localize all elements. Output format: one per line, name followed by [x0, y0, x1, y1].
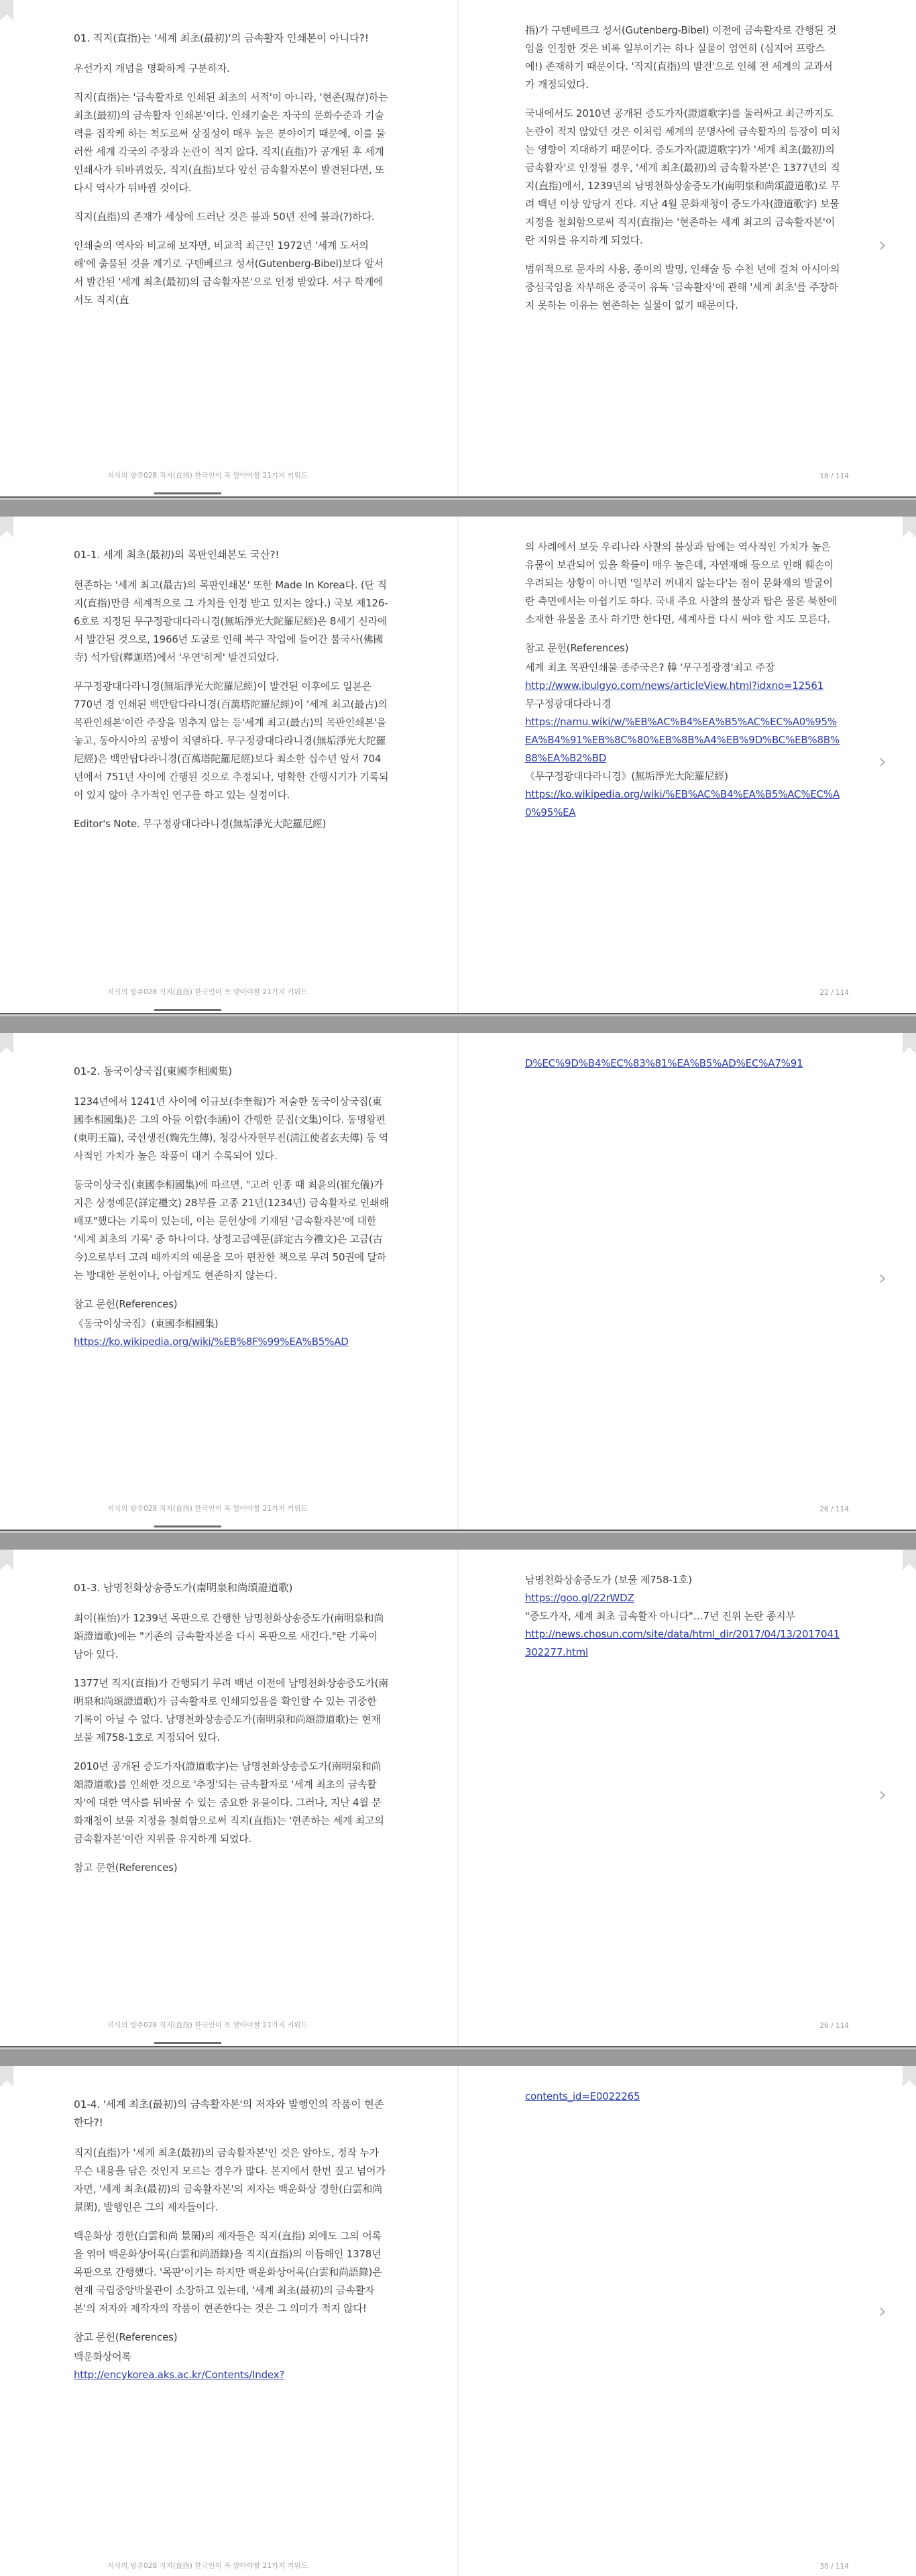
page-spread	[0, 2066, 916, 2576]
paragraph: 1234년에서 1241년 사이에 이규보(李奎報)가 저술한 동국이상국집(東國李相國集)은 그의 아들 이함(李涵)이 간행한 문집(文集)이다. 동명왕편(東明王篇), 국선생전(麴先生傳), 청강사자현부전(淸江使者玄夫傳) 등 역사적인 가치가 높은 작품이 대거 수록되어 있다.	[74, 1095, 389, 1162]
right-page	[458, 1550, 916, 2046]
left-page	[0, 1550, 458, 2046]
right-page	[458, 2066, 916, 2576]
page-spread	[0, 1550, 916, 2046]
reference-link[interactable]: D%EC%9D%B4%EC%83%81%EA%B5%AD%EC%A7%91	[525, 1057, 803, 1069]
chevron-right-icon[interactable]: ›	[878, 2300, 886, 2323]
paragraph: 1377년 직지(直指)가 간행되기 무려 백년 이전에 남명천화상송증도가(南明泉和尚頌證道歌)가 금속활자로 인쇄되었음을 확인할 수 있는 귀중한 기록이 아닐 수 없다. 남명천화상송증도가(南明泉和尚頌證道歌)는 현재 보물 제758-1호로 지정되어 있다.	[74, 1677, 389, 1743]
section-heading: 01-1. 세계 최초(最初)의 목판인쇄본도 국산?!	[74, 549, 280, 561]
reference-link[interactable]: http://www.ibulgyo.com/news/articleView.html?idxno=12561	[525, 680, 824, 692]
page-number: 22 / 114	[819, 989, 849, 997]
page-number: 30 / 114	[819, 2563, 849, 2571]
paragraph: 직지(直指)는 '금속활자로 인쇄된 최초의 서적'이 아니라, '현존(現存)하는 최초(最初)의 금속활자 인쇄본'이다. 인쇄기술은 자국의 문화수준과 기술력을 집작케 하는 척도로써 상징성이 매우 높은 분야이기 때문에, 이를 둘러싼 세계 각국의 주장과 논란이 적지 않다. 직지(直指)가 공개된 후 세계 인쇄사가 뒤바뀌었듯, 직지(直指)보다 앞선 금속활자본이 발견된다면, 또 다시 역사가 뒤바뀔 것이다.	[74, 91, 388, 194]
left-page	[0, 2066, 458, 2576]
reference-link[interactable]: http://encykorea.aks.ac.kr/Contents/Index?	[74, 2369, 285, 2381]
paragraph: 직지(直指)가 '세계 최초(最初)의 금속활자본'인 것은 알아도, 정작 누가 무슨 내용을 담은 것인지 모르는 경우가 많다. 본지에서 한번 짚고 넘어가자면, '세계 최초(最初)의 금속활자본'의 저자는 백운화상 경한(白雲和尚 景閑), 발행인은 그의 제자들이다.	[74, 2147, 386, 2213]
paragraph: 국내에서도 2010년 공개된 증도가자(證道歌字)를 둘러싸고 최근까지도 논란이 적지 않았던 것은 이처럼 세계의 문명사에 금속활자의 등장이 미치는 영향이 지대하기 때문이다. 증도가자(證道歌字)가 '세계 최초(最初)의 금속활자'로 인정될 경우, '세계 최초(最初)의 금속활자본'은 1377년의 직지(直指)에서, 1239년의 남명천화상송증도가(南明泉和尚頌證道歌)로 무려 백년 이상 앞당겨 진다. 지난 4월 문화재청이 증도가자(證道歌字) 보물 지정을 철회함으로써 직지(直指)는 '현존하는 세계 최고의 금속활자본'이란 지위를 유지하게 되었다.	[525, 107, 840, 246]
reference-link[interactable]: https://ko.wikipedia.org/wiki/%EB%AC%B4%EA%B5%AC%EC%A0%95%EA	[525, 788, 840, 818]
reference-link[interactable]: https://ko.wikipedia.org/wiki/%EB%8F%99%EA%B5%AD	[74, 1336, 349, 1348]
running-footer: 지식의 방주028 직지(直指) 한국인이 꼭 알아야할 21가지 키워드	[107, 2562, 308, 2570]
paragraph: 현존하는 '세계 최고(最古)의 목판인쇄본' 또한 Made In Korea다. (단 직지(直指)만큼 세계적으로 그 가치를 인정 받고 있지는 않다.) 국보 제126-6호로 지정된 무구정광대다라니경(無垢淨光大陀羅尼經)은 8세기 신라에서 발간된 것으로, 1966년 도굴로 인해 복구 작업에 들어간 불국사(佛國寺) 석가탑(釋迦塔)에서 '우연'히게' 발견되었다.	[74, 579, 388, 663]
paragraph: 직지(直指)의 존재가 세상에 드러난 것은 불과 50년 전에 불과(?)하다.	[74, 211, 375, 223]
paragraph: 의 사례에서 보듯 우리나라 사찰의 불상과 탑에는 역사적인 가치가 높은 유물이 보관되어 있을 확률이 매우 높은데, 자연재해 등으로 인해 훼손이 우려되는 상황이 아니면 '일부러 꺼내지 않는다'는 점이 문화재의 발굴이란 측면에서는 아쉽기도 하다. 국내 주요 사찰의 불상과 탑은 물론 북한에 소재한 유물을 조사 하기만 한다면, 세계사를 다시 써야 할 지도 모른다.	[525, 541, 837, 625]
reference-item: 《동국이상국집》(東國李相國集)	[74, 1318, 219, 1330]
paragraph: 指)가 구텐베르크 성서(Gutenberg-Bibel) 이전에 금속활자로 간행된 것임을 인정한 것은 비록 일부이기는 하나 실물이 엄연히 (심지어 프랑스에!) 존재하기 때문이다. '직지(直指)의 발견'으로 인해 전 세계의 교과서가 개정되었다.	[525, 24, 837, 91]
paragraph: 인쇄술의 역사와 비교해 보자면, 비교적 최근인 1972년 '세계 도서의 해'에 출품된 것을 계기로 구텐베르크 성서(Gutenberg-Bibel)보다 앞서서 발간된 '세계 최초(最初)의 금속활자본'으로 인정 받았다. 서구 학계에서도 직지(直	[74, 239, 384, 306]
paragraph: 무구정광대다라니경(無垢淨光大陀羅尼經)이 발견된 이후에도 일본은 770년 경 인쇄된 백만탑다라니경(百萬塔陀羅尼經)이 '세계 최고(最古)의 목판인쇄본'이란 주장을 멈추지 않는 등'세계 최고(最古)의 목판인쇄본'을 놓고, 동아시아의 공방이 치열하다. 무구정광대다라니경(無垢淨光大陀羅尼經)은 백만탑다라니경(百萬塔陀羅尼經)보다 최소한 십수년 앞서 704년에서 751년 사이에 간행된 것으로 추정되나, 명확한 간행시기가 기록되어 있지 않아 추가적인 연구를 하고 있는 실정이다.	[74, 680, 389, 801]
left-page	[0, 517, 458, 1013]
right-page	[458, 1033, 916, 1529]
section-heading: 01. 직지(直指)는 '세계 최초(最初)'의 금속활자 인쇄본이 아니다?!	[74, 32, 369, 44]
left-page	[0, 1033, 458, 1529]
paragraph: 최이(崔怡)가 1239년 목판으로 간행한 남명천화상송증도가(南明泉和尚頌證道歌)에는 "기존의 금속활자본을 다시 목판으로 새긴다."란 기록이 남아 있다.	[74, 1612, 384, 1660]
reference-item: 《무구정광대다라니경》(無垢淨光大陀羅尼經)	[525, 770, 728, 782]
chevron-right-icon[interactable]: ›	[878, 233, 886, 257]
page-number: 26 / 114	[819, 1505, 849, 1513]
running-footer: 지식의 방주028 직지(直指) 한국인이 꼭 알아야할 21가지 키워드	[107, 1505, 308, 1513]
references-title: 참고 문헌(References)	[74, 1862, 178, 1874]
running-footer: 지식의 방주028 직지(直指) 한국인이 꼭 알아야할 21가지 키워드	[107, 472, 308, 480]
progress-indicator	[154, 2042, 221, 2044]
page-number: 18 / 114	[819, 472, 849, 480]
reference-item: 세계 최초 목판인쇄물 종주국은? 韓 '무구정광경'최고 주장	[525, 661, 775, 674]
paragraph: 백운화상 경한(白雲和尚 景閑)의 제자들은 직지(直指) 외에도 그의 어록을 엮어 백운화상어록(白雲和尚語錄)을 직지(直指)의 이듬해인 1378년 목판으로 간행했다. '목판'이기는 하지만 백운화상어록(白雲和尚語錄)은 현재 국립중앙박물관이 소장하고 있는데, '세계 최초(最初)의 금속활자본'의 저자와 제작자의 작품이 현존한다는 것은 그 의미가 적지 않다!	[74, 2230, 382, 2314]
running-footer: 지식의 방주028 직지(直指) 한국인이 꼭 알아야할 21가지 키워드	[107, 2021, 308, 2029]
reference-item: 백운화상어록	[74, 2351, 131, 2363]
paragraph: Editor's Note. 무구정광대다라니경(無垢淨光大陀羅尼經)	[74, 818, 327, 830]
reference-link[interactable]: https://goo.gl/22rWDZ	[525, 1592, 634, 1604]
page-number: 26 / 114	[819, 2022, 849, 2030]
references-title: 참고 문헌(References)	[74, 2331, 178, 2343]
reference-link[interactable]: contents_id=E0022265	[525, 2090, 640, 2102]
chevron-right-icon[interactable]: ›	[878, 1267, 886, 1290]
chevron-right-icon[interactable]: ›	[878, 1783, 886, 1807]
progress-indicator	[154, 1009, 221, 1011]
reference-link[interactable]: https://namu.wiki/w/%EB%AC%B4%EA%B5%AC%EC%A0%95%EA%B4%91%EB%8C%80%EB%8B%A4%EB%9D%BC%EB%8B%88%EA%B2%BD	[525, 716, 840, 764]
reference-item: 무구정광대다라니경	[525, 698, 612, 710]
paragraph: 범위적으로 문자의 사용, 종이의 발명, 인쇄술 등 수천 년에 걸쳐 아시아의 중심국임을 자부해온 중국이 유독 '금속활자'에 관해 '세계 최초'를 주장하지 못하는 이유는 현존하는 실물이 없기 때문이다.	[525, 263, 840, 311]
running-footer: 지식의 방주028 직지(直指) 한국인이 꼭 알아야할 21가지 키워드	[107, 988, 308, 996]
section-heading: 01-2. 동국이상국집(東國李相國集)	[74, 1065, 232, 1077]
page-spread	[0, 1033, 916, 1529]
reference-link[interactable]: http://news.chosun.com/site/data/html_dir/2017/04/13/2017041302277.html	[525, 1628, 840, 1658]
right-page	[458, 0, 916, 496]
page-spread	[0, 0, 916, 496]
page-spread	[0, 517, 916, 1013]
chevron-right-icon[interactable]: ›	[878, 750, 886, 773]
section-heading: 01-3. 남명천화상송증도가(南明泉和尚頌證道歌)	[74, 1582, 293, 1594]
paragraph: 동국이상국집(東國李相國集)에 따르면, "고려 인종 때 최윤의(崔允儀)가 지은 상정예문(詳定禮文) 28부를 고종 21년(1234년) 금속활자로 인쇄해 배포"했다는 기록이 있는데, 이는 문헌상에 기재된 '금속활자본'에 대한 '세계 최초의 기록' 중 하나이다. 상정고금예문(詳定古今禮文)은 고금(古今)으로부터 고려 때까지의 예문을 모아 편찬한 책으로 무려 50권에 달하는 방대한 문헌이나, 아쉽게도 현존하지 않는다.	[74, 1179, 389, 1281]
left-page	[0, 0, 458, 496]
paragraph: 2010년 공개된 증도가자(證道歌字)는 남명천화상송증도가(南明泉和尚頌證道歌)를 인쇄한 것으로 '추정'되는 금속활자로 '세계 최초의 금속활자'에 대한 역사를 뒤바꿀 수 있는 중요한 유물이다. 그러나, 지난 4월 문화재청이 보물 지정을 철회함으로써 직지(直指)는 '현존하는 세계 최고의 금속활자본'이란 지위를 유지하게 되었다.	[74, 1760, 384, 1845]
progress-indicator	[154, 1525, 221, 1527]
reference-item: "증도가자, 세계 최초 금속활자 아니다"…7년 진위 논란 종지부	[525, 1610, 795, 1622]
paragraph: 우선가지 개념을 명확하게 구분하자.	[74, 62, 230, 74]
reference-item: 남명천화상송증도가 (보물 제758-1호)	[525, 1574, 692, 1586]
section-heading: 01-4. '세계 최초(最初)의 금속활자본'의 저자와 발행인의 작품이 현존한다?!	[74, 2098, 384, 2129]
references-title: 참고 문헌(References)	[74, 1298, 178, 1310]
progress-indicator	[154, 492, 221, 494]
references-title: 참고 문헌(References)	[525, 642, 629, 654]
right-page	[458, 517, 916, 1013]
